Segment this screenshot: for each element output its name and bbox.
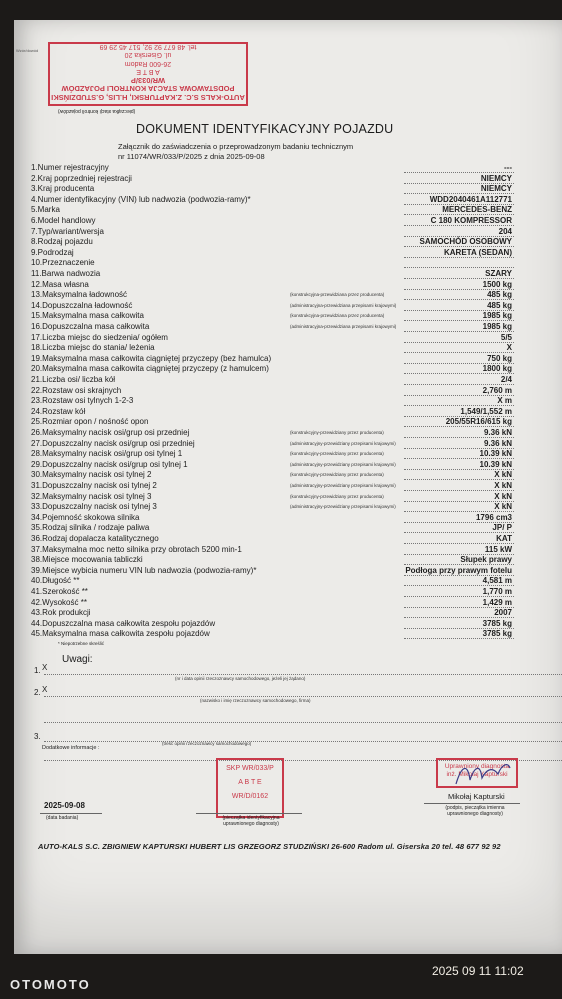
- row-note: (administracyjny-przewidziany przepisami krajowymi): [290, 461, 396, 467]
- row-note: (konstrukcyjny-przewidziany przez producenta): [290, 451, 384, 457]
- row-note: (administracyjna-przewidziana przepisami krajowymi): [290, 302, 397, 308]
- row-value: 4,581 m: [482, 576, 512, 586]
- row-value: WDD2040461A112771: [429, 194, 512, 204]
- background-top: [0, 0, 562, 20]
- row-value: 9.36 kN: [483, 438, 512, 448]
- row-label: 32.Maksymalny nacisk osi tylnej 3: [31, 491, 152, 501]
- row-value: 10.39 kN: [479, 459, 512, 469]
- row-note: (administracyjny-przewidziany przepisami krajowymi): [290, 440, 396, 446]
- remark-line: [44, 741, 562, 742]
- row-label: 23.Rozstaw osi tylnych 1-2-3: [31, 396, 134, 406]
- document-title: DOKUMENT IDENTYFIKACYJNY POJAZDU: [136, 122, 394, 136]
- stamp-caption: (pieczątka stacji kontroli pojazdów): [58, 108, 136, 114]
- stamp-line: PODSTAWOWA STACJA KONTROLI POJAZDÓW: [61, 84, 235, 94]
- row-value: 1,549/1,552 m: [460, 406, 512, 416]
- row-label: 39.Miejsce wybicia numeru VIN lub nadwozia (podwozia-ramy)*: [31, 565, 257, 575]
- row-value: MERCEDES-BENZ: [442, 205, 512, 215]
- stamp-line: A B T E: [238, 779, 262, 786]
- row-dotted-line: [404, 638, 514, 639]
- row-value: 1500 kg: [482, 279, 512, 289]
- background-left: [0, 0, 14, 999]
- row-label: 34.Pojemność skokowa silnika: [31, 512, 140, 522]
- row-label: 37.Maksymalna moc netto silnika przy obrotach 5200 min-1: [31, 544, 242, 554]
- signature-line: [424, 803, 520, 804]
- remark-line: [44, 674, 562, 675]
- row-value: 3785 kg: [482, 629, 512, 639]
- row-label: 40.Długość **: [31, 576, 80, 586]
- row-value: 2,760 m: [482, 385, 512, 395]
- row-label: 38.Miejsce mocowania tabliczki: [31, 555, 143, 565]
- remark-value: X: [42, 663, 48, 672]
- row-label: 42.Wysokość **: [31, 597, 87, 607]
- signature: [452, 760, 512, 790]
- row-value: JP/ P: [492, 523, 512, 533]
- diagnostician-name: Mikołaj Kapturski: [448, 792, 505, 801]
- document-number: nr 11074/WR/033/P/2025 z dnia 2025-09-08: [118, 152, 265, 161]
- row-dotted-line: [404, 225, 514, 226]
- row-value: 1985 kg: [482, 322, 512, 331]
- row-value: 1,770 m: [482, 587, 512, 596]
- row-note: (konstrukcyjna-przewidziana przez producenta): [290, 292, 385, 298]
- row-label: 13.Maksymalna ładowność: [31, 290, 128, 300]
- stamp-line: tel. 48 677 92 92, 517 45 29 69: [99, 43, 197, 50]
- row-value: X kN: [494, 491, 512, 501]
- row-value: ---: [504, 163, 512, 172]
- row-label: 5.Marka: [31, 205, 60, 215]
- row-label: 27.Dopuszczalny nacisk osi/grup osi przedniej: [31, 438, 195, 448]
- row-note: (administracyjny-przewidziany przepisami krajowymi): [290, 483, 396, 488]
- row-label: 21.Liczba osi/ liczba kół: [31, 375, 116, 384]
- row-value: KARETA (SEDAN): [444, 247, 512, 257]
- row-label: 18.Liczba miejsc do stania/ leżenia: [31, 343, 155, 353]
- row-note: (konstrukcyjny-przewidziany przez producenta): [290, 493, 384, 499]
- row-note: (administracyjna-przewidziana przepisami krajowymi): [290, 324, 397, 329]
- company-footer: AUTO-KALS S.C. ZBIGNIEW KAPTURSKI HUBERT LIS GRZEGORZ STUDZIŃSKI 26-600 Radom ul. Giserska 20 tel. 48 677 92 92: [38, 842, 501, 851]
- row-label: 28.Maksymalny nacisk osi/grup osi tylnej 1: [31, 449, 183, 459]
- row-label: 43.Rok produkcji: [31, 608, 91, 618]
- stamp-line: A B T E: [136, 68, 160, 76]
- document-subtitle: Załącznik do zaświadczenia o przeprowadzonym badaniu technicznym: [118, 142, 354, 151]
- row-label: 1.Numer rejestracyjny: [31, 163, 109, 172]
- row-value: 750 kg: [487, 353, 512, 363]
- remark-caption: (nr i data opinii rzeczoznawcy samochodowego, jeżeli jej żądano): [175, 676, 306, 681]
- stamp-caption: (pieczątka identyfikacyjna uprawnionego diagnosty): [222, 815, 280, 827]
- signature-caption: (podpis, pieczątka imienna uprawnionego diagnosty): [445, 805, 505, 817]
- stamp-line: inż. Mikołaj Kapturski: [446, 771, 508, 778]
- remarks-title: Uwagi:: [62, 654, 93, 665]
- row-label: 24.Rozstaw kół: [31, 406, 86, 416]
- row-label: 17.Liczba miejsc do siedzenia/ ogółem: [31, 332, 168, 342]
- row-label: 29.Dopuszczalny nacisk osi/grup osi tylnej 1: [31, 459, 188, 469]
- row-label: 25.Rozmiar opon / nośność opon: [31, 417, 149, 427]
- stamp-line: AUTO-KALS S.C. Z.KAPTURSKI, H.LIS, G.STUDZIŃSKI: [51, 93, 245, 102]
- row-value: 485 kg: [487, 300, 512, 310]
- row-label: 35.Rodzaj silnika / rodzaje paliwa: [31, 523, 150, 533]
- row-value: 115 kW: [484, 544, 512, 554]
- row-value: SAMOCHÓD OSOBOWY: [419, 237, 512, 247]
- remark-number: 1.: [34, 666, 41, 675]
- row-value: X kN: [494, 481, 512, 490]
- row-label: 9.Podrodzaj: [31, 247, 74, 257]
- remark-line: [44, 722, 562, 723]
- row-value: 10.39 kN: [479, 449, 512, 459]
- row-label: 20.Maksymalna masa całkowita ciągniętej przyczepy (z hamulcem): [31, 364, 269, 374]
- row-label: 22.Rozstaw osi skrajnych: [31, 385, 122, 395]
- inspection-date: 2025-09-08: [44, 801, 85, 810]
- row-label: 31.Dopuszczalny nacisk osi tylnej 2: [31, 481, 157, 490]
- row-value: Słupek prawy: [460, 555, 512, 565]
- photo-timestamp: 2025 09 11 11:02: [432, 964, 524, 978]
- row-label: 30.Maksymalny nacisk osi tylnej 2: [31, 470, 152, 480]
- row-label: 6.Model handlowy: [31, 216, 96, 225]
- diagnostician-id-stamp: [216, 758, 284, 818]
- row-dotted-line: [404, 257, 514, 258]
- date-line: [40, 813, 102, 814]
- row-value: 3785 kg: [482, 618, 512, 628]
- remark-line: [44, 696, 562, 697]
- row-label: 7.Typ/wariant/wersja: [31, 226, 104, 236]
- stamp-line-under: [196, 813, 302, 814]
- row-value: 5/5: [500, 332, 512, 342]
- row-label: 8.Rodzaj pojazdu: [31, 237, 93, 247]
- row-value: 485 kg: [487, 290, 512, 300]
- stamp-line: SKP WR/033/P: [226, 765, 274, 772]
- row-dotted-line: [404, 373, 514, 374]
- row-value: 1800 kg: [482, 364, 512, 374]
- remark-caption: (nazwisko i imię rzeczoznawcy samochodowego, firma): [200, 698, 311, 703]
- row-label: 41.Szerokość **: [31, 587, 88, 596]
- stamp-line: WR/D/0162: [231, 793, 269, 800]
- stamp-line: 26-600 Radom: [124, 60, 172, 67]
- row-value: NIEMCY: [480, 184, 512, 194]
- row-note: (konstrukcyjny-przewidziany przez producenta): [290, 430, 384, 435]
- row-value: 1985 kg: [482, 311, 512, 321]
- remark-caption: (treść opinii rzeczoznawcy samochodowego): [162, 741, 252, 746]
- row-label: 15.Maksymalna masa całkowita: [31, 311, 144, 321]
- remark-number: 3.: [34, 732, 41, 741]
- row-value: X: [506, 343, 512, 353]
- extra-info-label: Dodatkowe informacje :: [42, 745, 100, 751]
- row-label: 4.Numer identyfikacyjny (VIN) lub nadwozia (podwozia-ramy)*: [31, 194, 251, 204]
- row-value: 1,429 m: [482, 597, 512, 607]
- row-value: 1796 cm3: [475, 512, 512, 522]
- otomoto-watermark: OTOMOTO: [10, 977, 91, 992]
- row-value: X kN: [494, 502, 512, 512]
- row-label: 36.Rodzaj dopalacza katalitycznego: [31, 534, 159, 543]
- station-stamp: [48, 42, 248, 106]
- row-label: 14.Dopuszczalna ładowność: [31, 300, 133, 310]
- row-value: 204: [498, 226, 512, 236]
- row-dotted-line: [404, 331, 514, 332]
- row-label: 33.Dopuszczalny nacisk osi tylnej 3: [31, 502, 157, 512]
- remark-number: 2.: [34, 688, 41, 697]
- row-note: (administracyjny-przewidziany przepisami krajowymi): [290, 504, 396, 510]
- row-label: 12.Masa własna: [31, 279, 89, 289]
- stamp-line: WR/033/P: [130, 76, 166, 85]
- row-label: 44.Dopuszczalna masa całkowita zespołu pojazdów: [31, 618, 216, 628]
- row-value: 2/4: [500, 375, 512, 384]
- row-value: C 180 KOMPRESSOR: [430, 216, 512, 225]
- row-label: 10.Przeznaczenie: [31, 258, 95, 268]
- row-value: X kN: [494, 470, 512, 480]
- row-label: 45.Maksymalna masa całkowita zespołu pojazdów: [31, 629, 210, 639]
- row-value: 205/55R16/615 kg: [445, 417, 512, 427]
- row-label: 19.Maksymalna masa całkowita ciągniętej przyczepy (bez hamulca): [31, 353, 272, 363]
- row-label: 11.Barwa nadwozia: [31, 269, 101, 278]
- row-value: NIEMCY: [480, 173, 512, 183]
- row-dotted-line: [404, 342, 514, 343]
- row-label: 2.Kraj poprzedniej rejestracji: [31, 173, 132, 183]
- stamp-line: Uprawniony diagnosta: [444, 763, 510, 770]
- row-value: X m: [497, 396, 512, 406]
- footnote: * Niepotrzebne skreślić: [58, 641, 105, 646]
- row-value: 2007: [494, 608, 512, 618]
- row-label: 3.Kraj producenta: [31, 184, 95, 194]
- form-code: Wzór/dowód: [16, 48, 39, 53]
- row-label: 26.Maksymalny nacisk osi/grup osi przedniej: [31, 428, 190, 437]
- row-label: 16.Dopuszczalna masa całkowita: [31, 322, 150, 331]
- row-value: 9.36 kN: [483, 428, 512, 437]
- row-value: SZARY: [485, 269, 512, 278]
- stamp-line: ul. Giserska 20: [124, 51, 172, 59]
- remark-value: X: [42, 685, 48, 694]
- row-value: Podłoga przy prawym fotelu: [405, 565, 512, 575]
- row-note: (konstrukcyjna-przewidziana przez producenta): [290, 313, 385, 319]
- date-caption: (data badania): [46, 815, 79, 821]
- row-value: KAT: [496, 534, 512, 543]
- row-note: (konstrukcyjny-przewidziany przez producenta): [290, 472, 384, 478]
